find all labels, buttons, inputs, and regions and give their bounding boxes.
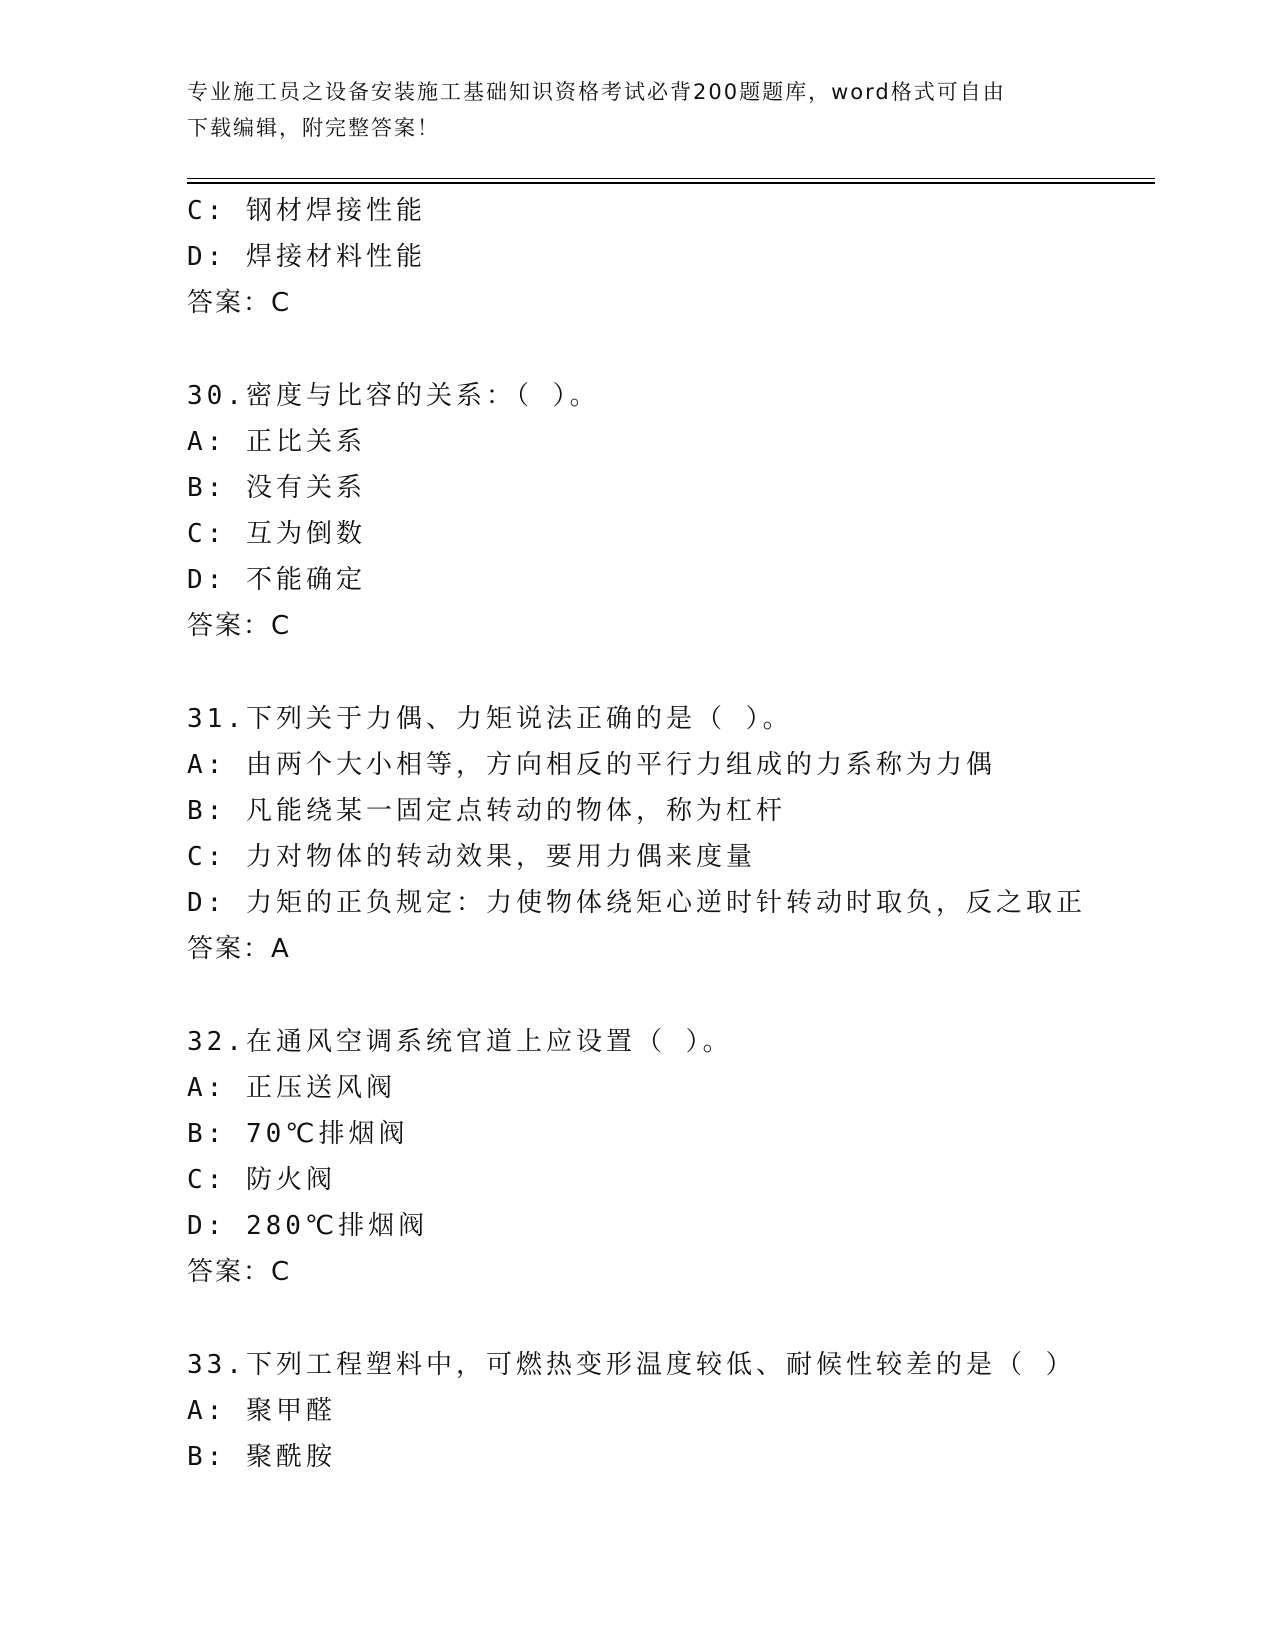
question-stem: 31.下列关于力偶、力矩说法正确的是（ ）。 [187, 704, 793, 734]
header-line-1: 专业施工员之设备安装施工基础知识资格考试必背200题题库，word格式可自由 [187, 80, 1006, 104]
option-b: B: 聚酰胺 [187, 1442, 336, 1472]
header-divider-thick [187, 182, 1155, 184]
question-list [187, 188, 1147, 1480]
question-block-31 [187, 696, 1147, 972]
answer-line: 答案：C [187, 288, 292, 318]
option-a: A: 正压送风阀 [187, 1073, 396, 1103]
question-block-30 [187, 373, 1147, 649]
answer-line: 答案：C [187, 611, 292, 641]
question-block-continued [187, 188, 1147, 326]
option-d: D: 280℃排烟阀 [187, 1211, 429, 1241]
question-stem: 33.下列工程塑料中，可燃热变形温度较低、耐候性较差的是（ ） [187, 1350, 1076, 1380]
question-stem: 30.密度与比容的关系：（ ）。 [187, 381, 600, 411]
question-block-32 [187, 1019, 1147, 1295]
header-divider-thin [187, 178, 1155, 179]
option-a: A: 由两个大小相等，方向相反的平行力组成的力系称为力偶 [187, 750, 996, 780]
option-c: C: 力对物体的转动效果，要用力偶来度量 [187, 842, 756, 872]
option-d: D: 焊接材料性能 [187, 242, 426, 272]
question-stem: 32.在通风空调系统官道上应设置（ ）。 [187, 1027, 733, 1057]
option-d: D: 不能确定 [187, 565, 366, 595]
option-b: B: 没有关系 [187, 473, 366, 503]
option-c: C: 钢材焊接性能 [187, 196, 426, 226]
option-d: D: 力矩的正负规定：力使物体绕矩心逆时针转动时取负，反之取正 [187, 888, 1086, 918]
option-a: A: 正比关系 [187, 427, 366, 457]
answer-line: 答案：C [187, 1257, 292, 1287]
option-b: B: 70℃排烟阀 [187, 1119, 409, 1149]
document-header [187, 74, 1087, 146]
option-a: A: 聚甲醛 [187, 1396, 336, 1426]
option-c: C: 互为倒数 [187, 519, 366, 549]
option-b: B: 凡能绕某一固定点转动的物体，称为杠杆 [187, 796, 786, 826]
header-line-2: 下载编辑，附完整答案！ [187, 116, 440, 140]
option-c: C: 防火阀 [187, 1165, 336, 1195]
answer-line: 答案：A [187, 934, 291, 964]
question-block-33 [187, 1342, 1147, 1480]
